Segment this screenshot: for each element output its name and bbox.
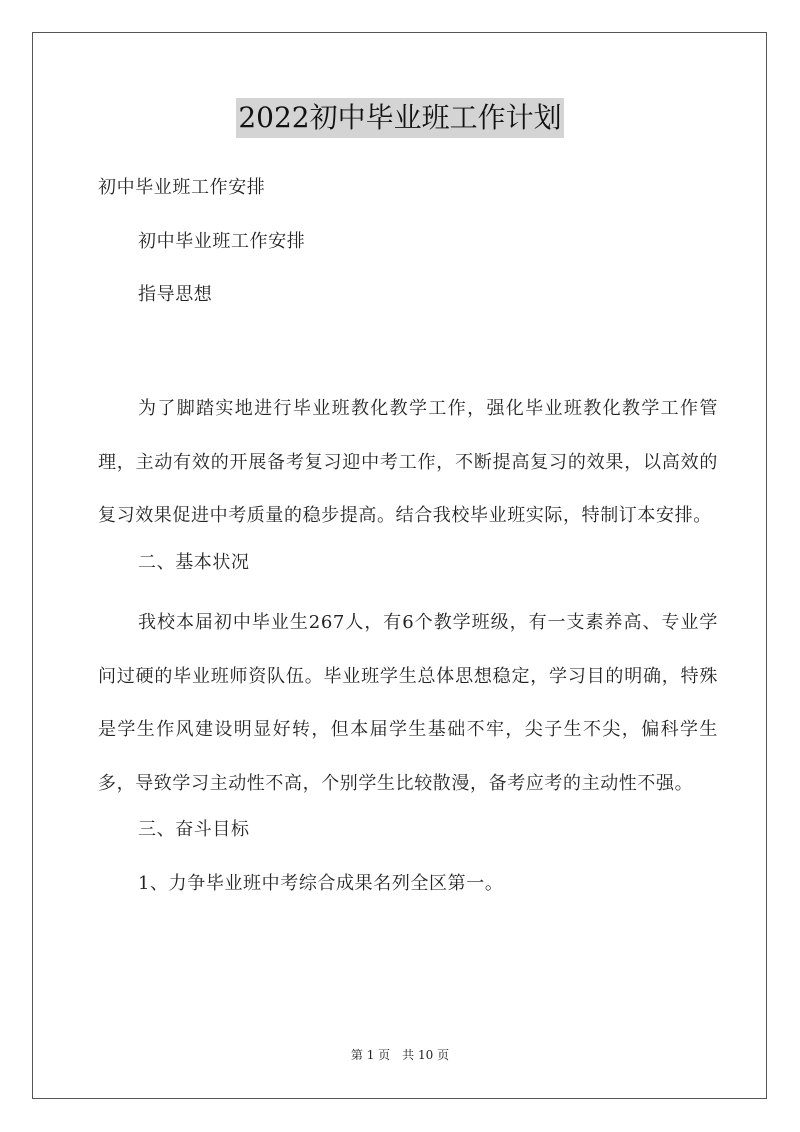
paragraph-basic: 我校本届初中毕业生267人，有6个教学班级，有一支素养高、专业学问过硬的毕业班师资队伍。毕业班学生总体思想稳定，学习目的明确，特殊是学生作风建设明显好转，但本届学生基础不牢，尖子生不尖，偏科学生多，导致学习主动性不高，个别学生比较散漫，备考应考的主动性不强。 — [98, 612, 718, 794]
heading-repeat: 初中毕业班工作安排 — [138, 230, 306, 252]
page-number-total: 共 10 页 — [402, 1048, 450, 1062]
title-wrap — [0, 98, 800, 138]
section-heading-guiding: 指导思想 — [138, 284, 213, 305]
page-footer — [0, 1046, 800, 1063]
blank-line — [98, 329, 718, 383]
page-number-current: 第 1 页 — [350, 1048, 391, 1062]
section-heading-goal: 三、奋斗目标 — [138, 819, 250, 840]
document-body — [98, 168, 718, 917]
document-subtitle: 初中毕业班工作安排 — [98, 177, 266, 198]
document-title: 2022初中毕业班工作计划 — [236, 98, 563, 138]
section-heading-basic: 二、基本状况 — [138, 551, 250, 573]
paragraph-guiding: 为了脚踏实地进行毕业班教化教学工作，强化毕业班教化教学工作管理，主动有效的开展备考复习迎中考工作，不断提高复习的效果，以高效的复习效果促进中考质量的稳步提高。结合我校毕业班实际，特制订本安排。 — [98, 398, 718, 526]
goal-item-1: 1、力争毕业班中考综合成果名列全区第一。 — [138, 872, 504, 894]
